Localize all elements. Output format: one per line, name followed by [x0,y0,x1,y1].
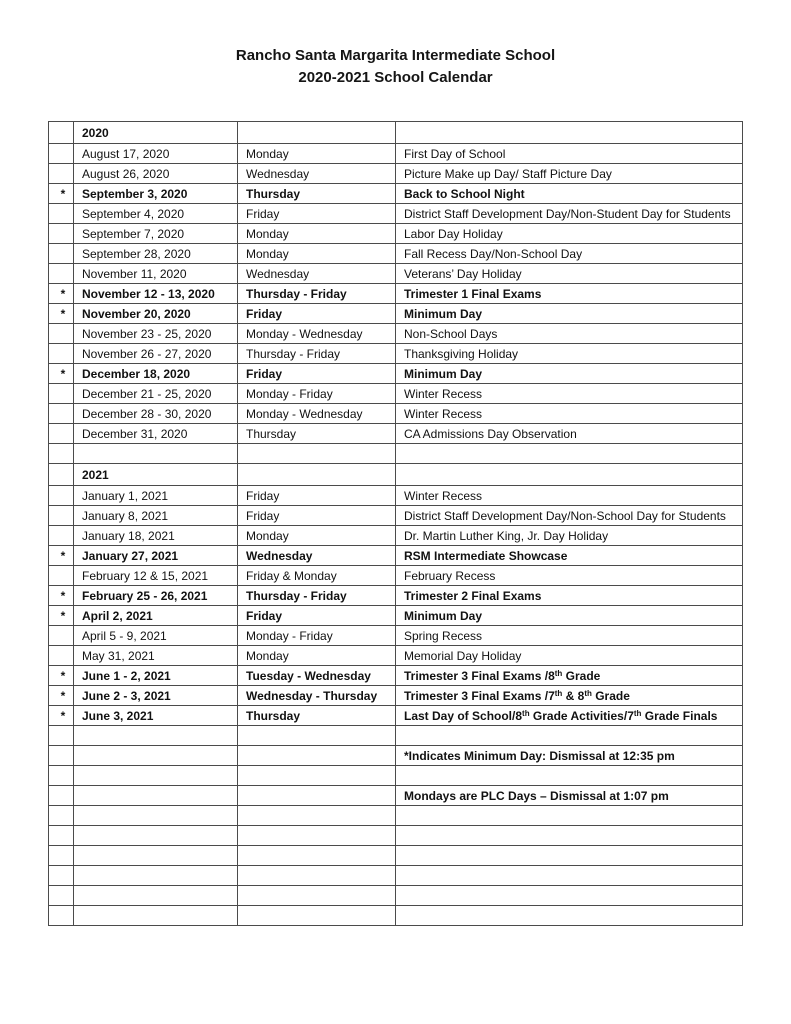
event-cell: Dr. Martin Luther King, Jr. Day Holiday [396,526,743,546]
calendar-row [49,606,743,626]
calendar-row [49,264,743,284]
year-header-row [49,464,743,486]
date-cell: December 31, 2020 [74,424,238,444]
date-cell: June 1 - 2, 2021 [74,666,238,686]
school-calendar-table [48,121,743,926]
date-cell: January 27, 2021 [74,546,238,566]
minimum-day-marker-cell [49,906,74,926]
calendar-row [49,646,743,666]
date-cell: August 17, 2020 [74,144,238,164]
event-cell: February Recess [396,566,743,586]
minimum-day-marker-cell [49,746,74,766]
minimum-day-marker-cell: * [49,284,74,304]
event-cell: Minimum Day [396,364,743,384]
date-cell [74,786,238,806]
date-cell: January 1, 2021 [74,486,238,506]
day-cell: Wednesday - Thursday [238,686,396,706]
date-cell [74,906,238,926]
date-cell: September 28, 2020 [74,244,238,264]
day-cell: Friday [238,204,396,224]
minimum-day-marker-cell: * [49,304,74,324]
day-cell: Thursday [238,184,396,204]
minimum-day-marker-cell [49,566,74,586]
date-cell [74,746,238,766]
date-cell [74,866,238,886]
event-cell [396,826,743,846]
calendar-row [49,364,743,384]
minimum-day-marker-cell [49,826,74,846]
date-cell [74,726,238,746]
day-cell: Thursday [238,424,396,444]
calendar-row [49,384,743,404]
event-cell [396,906,743,926]
date-cell: November 20, 2020 [74,304,238,324]
minimum-day-marker-cell [49,384,74,404]
minimum-day-marker-cell [49,404,74,424]
minimum-day-marker-cell: * [49,606,74,626]
minimum-day-marker-cell [49,626,74,646]
day-cell: Monday - Wednesday [238,404,396,424]
date-cell: June 3, 2021 [74,706,238,726]
date-cell [74,766,238,786]
date-cell: September 7, 2020 [74,224,238,244]
event-cell: Trimester 2 Final Exams [396,586,743,606]
minimum-day-marker-cell: * [49,666,74,686]
event-cell [396,846,743,866]
event-cell: Winter Recess [396,486,743,506]
date-cell: December 18, 2020 [74,364,238,384]
event-cell: Labor Day Holiday [396,224,743,244]
day-cell [238,886,396,906]
day-cell: Friday [238,304,396,324]
calendar-row [49,886,743,906]
minimum-day-marker-cell [49,806,74,826]
day-cell: Thursday - Friday [238,344,396,364]
minimum-day-marker-cell: * [49,546,74,566]
day-cell [238,464,396,486]
event-cell: Non-School Days [396,324,743,344]
day-cell: Wednesday [238,164,396,184]
calendar-row [49,224,743,244]
event-cell: Mondays are PLC Days – Dismissal at 1:07 pm [396,786,743,806]
calendar-row [49,404,743,424]
calendar-row [49,546,743,566]
event-cell: Veterans’ Day Holiday [396,264,743,284]
calendar-row [49,164,743,184]
event-cell [396,886,743,906]
date-cell: September 4, 2020 [74,204,238,224]
document-title [0,45,791,89]
date-cell [74,846,238,866]
calendar-row [49,304,743,324]
date-cell: January 18, 2021 [74,526,238,546]
minimum-day-marker-cell [49,886,74,906]
calendar-row [49,284,743,304]
date-cell [74,886,238,906]
event-cell: Thanksgiving Holiday [396,344,743,364]
calendar-row [49,184,743,204]
minimum-day-marker-cell [49,324,74,344]
day-cell: Friday [238,364,396,384]
minimum-day-marker-cell [49,244,74,264]
date-cell: January 8, 2021 [74,506,238,526]
event-cell [396,464,743,486]
day-cell [238,746,396,766]
event-cell: Minimum Day [396,304,743,324]
date-cell: November 26 - 27, 2020 [74,344,238,364]
calendar-row [49,344,743,364]
year-header-row [49,122,743,144]
event-cell [396,866,743,886]
calendar-row [49,144,743,164]
date-cell [74,806,238,826]
day-cell [238,726,396,746]
date-cell: November 12 - 13, 2020 [74,284,238,304]
calendar-row [49,566,743,586]
minimum-day-marker-cell [49,464,74,486]
calendar-row [49,846,743,866]
minimum-day-marker-cell [49,164,74,184]
date-cell [74,826,238,846]
calendar-row [49,726,743,746]
minimum-day-marker-cell [49,486,74,506]
day-cell: Friday [238,486,396,506]
day-cell [238,906,396,926]
event-cell [396,766,743,786]
event-cell: Trimester 3 Final Exams /8th Grade [396,666,743,686]
day-cell [238,846,396,866]
date-cell: February 12 & 15, 2021 [74,566,238,586]
date-cell: December 21 - 25, 2020 [74,384,238,404]
minimum-day-marker-cell [49,144,74,164]
day-cell: Monday - Friday [238,626,396,646]
event-cell: First Day of School [396,144,743,164]
event-cell: Back to School Night [396,184,743,204]
minimum-day-marker-cell [49,424,74,444]
date-cell: February 25 - 26, 2021 [74,586,238,606]
minimum-day-marker-cell [49,506,74,526]
minimum-day-marker-cell [49,646,74,666]
minimum-day-marker-cell [49,264,74,284]
calendar-row [49,244,743,264]
minimum-day-marker-cell [49,444,74,464]
minimum-day-marker-cell [49,766,74,786]
calendar-row [49,526,743,546]
minimum-day-marker-cell [49,122,74,144]
event-cell: Picture Make up Day/ Staff Picture Day [396,164,743,184]
event-cell: Trimester 1 Final Exams [396,284,743,304]
date-cell: November 11, 2020 [74,264,238,284]
event-cell: Winter Recess [396,404,743,424]
event-cell: CA Admissions Day Observation [396,424,743,444]
day-cell: Monday - Wednesday [238,324,396,344]
date-cell: May 31, 2021 [74,646,238,666]
calendar-row [49,506,743,526]
date-cell: April 2, 2021 [74,606,238,626]
calendar-row [49,626,743,646]
calendar-row [49,204,743,224]
calendar-row [49,444,743,464]
calendar-row [49,324,743,344]
day-cell [238,766,396,786]
day-cell: Tuesday - Wednesday [238,666,396,686]
date-cell: April 5 - 9, 2021 [74,626,238,646]
calendar-row [49,766,743,786]
day-cell: Monday [238,224,396,244]
minimum-day-marker-cell: * [49,184,74,204]
event-cell: District Staff Development Day/Non-Student Day for Students [396,204,743,224]
day-cell: Monday [238,244,396,264]
date-cell: June 2 - 3, 2021 [74,686,238,706]
calendar-row [49,586,743,606]
calendar-row [49,826,743,846]
day-cell [238,806,396,826]
event-cell [396,726,743,746]
minimum-day-marker-cell [49,866,74,886]
day-cell [238,826,396,846]
day-cell: Wednesday [238,264,396,284]
calendar-row [49,906,743,926]
event-cell: Memorial Day Holiday [396,646,743,666]
event-cell [396,806,743,826]
day-cell: Thursday [238,706,396,726]
date-cell: September 3, 2020 [74,184,238,204]
minimum-day-marker-cell: * [49,364,74,384]
calendar-table-body [49,122,743,926]
minimum-day-marker-cell [49,726,74,746]
day-cell: Monday - Friday [238,384,396,404]
calendar-row [49,486,743,506]
minimum-day-marker-cell [49,786,74,806]
minimum-day-marker-cell [49,224,74,244]
event-cell: District Staff Development Day/Non-School Day for Students [396,506,743,526]
day-cell [238,122,396,144]
day-cell: Monday [238,526,396,546]
date-cell [74,444,238,464]
minimum-day-marker-cell [49,204,74,224]
event-cell: RSM Intermediate Showcase [396,546,743,566]
year-label: 2021 [74,464,238,486]
minimum-day-marker-cell: * [49,686,74,706]
event-cell: Winter Recess [396,384,743,404]
day-cell [238,866,396,886]
event-cell: Spring Recess [396,626,743,646]
calendar-row [49,424,743,444]
date-cell: December 28 - 30, 2020 [74,404,238,424]
calendar-row [49,666,743,686]
day-cell: Monday [238,144,396,164]
day-cell: Friday [238,606,396,626]
calendar-subtitle: 2020-2021 School Calendar [298,69,493,86]
year-label: 2020 [74,122,238,144]
event-cell: Minimum Day [396,606,743,626]
event-cell: *Indicates Minimum Day: Dismissal at 12:35 pm [396,746,743,766]
day-cell: Monday [238,646,396,666]
day-cell: Friday & Monday [238,566,396,586]
minimum-day-marker-cell [49,846,74,866]
day-cell [238,786,396,806]
day-cell [238,444,396,464]
calendar-row [49,866,743,886]
minimum-day-marker-cell: * [49,706,74,726]
event-cell: Last Day of School/8th Grade Activities/7th Grade Finals [396,706,743,726]
calendar-row [49,686,743,706]
event-cell [396,444,743,464]
day-cell: Thursday - Friday [238,284,396,304]
event-cell [396,122,743,144]
date-cell: August 26, 2020 [74,164,238,184]
day-cell: Wednesday [238,546,396,566]
note-row [49,746,743,766]
calendar-row [49,706,743,726]
day-cell: Friday [238,506,396,526]
minimum-day-marker-cell: * [49,586,74,606]
school-name: Rancho Santa Margarita Intermediate School [235,47,556,64]
calendar-row [49,806,743,826]
event-cell: Trimester 3 Final Exams /7th & 8th Grade [396,686,743,706]
event-cell: Fall Recess Day/Non-School Day [396,244,743,264]
minimum-day-marker-cell [49,526,74,546]
minimum-day-marker-cell [49,344,74,364]
note-row [49,786,743,806]
day-cell: Thursday - Friday [238,586,396,606]
date-cell: November 23 - 25, 2020 [74,324,238,344]
